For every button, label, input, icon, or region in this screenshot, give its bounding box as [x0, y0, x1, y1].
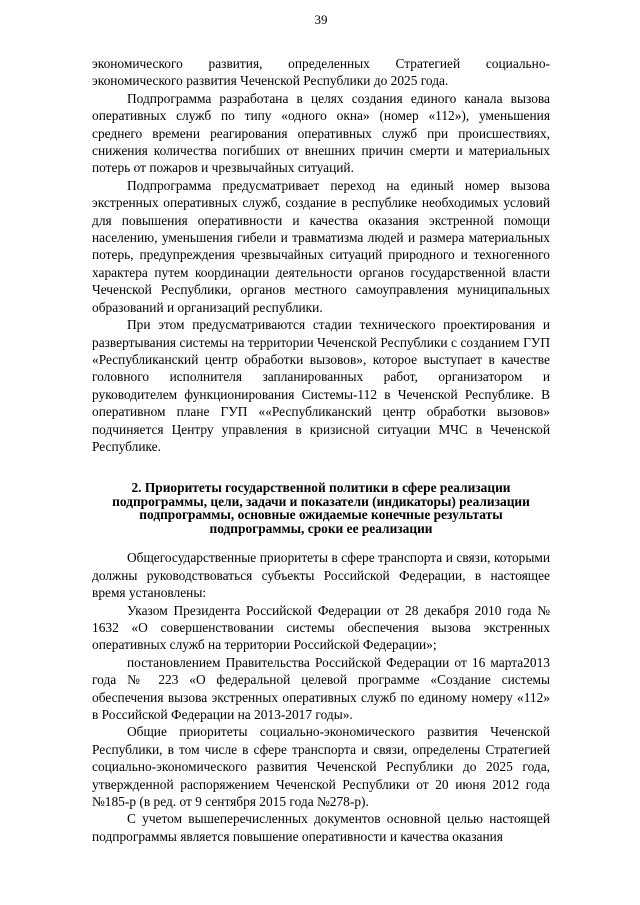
paragraph-continuation: экономического развития, определенных Стратегией социально-экономического развития Чеченской Республики до 2025 года. [92, 56, 550, 89]
paragraph-main-goal: С учетом вышеперечисленных документов основной целью настоящей подпрограммы является повышение оперативности и качества оказания [92, 811, 550, 844]
paragraph-subprogram-purpose: Подпрограмма разработана в целях создания единого канала вызова оперативных служб по типу «одного окна» (номер «112»), уменьшения среднего времени реагирования оперативных служб при происшествиях, снижения количества погибших от внешних причин смерти и материальных потерь от пожаров и чрезвычайных ситуаций. [92, 90, 550, 176]
paragraph-national-priorities: Общегосударственные приоритеты в сфере транспорта и связи, которыми должны руководствоваться субъекты Российской Федерации, в настоящее время установлены: [92, 550, 550, 601]
paragraph-presidential-decree: Указом Президента Российской Федерации от 28 декабря 2010 года № 1632 «О совершенствовании системы обеспечения вызова экстренных оперативных служб на территории Российской Федерации»; [92, 602, 550, 653]
page-number: 39 [314, 12, 328, 27]
section-heading: 2. Приоритеты государственной политики в сфере реализации подпрограммы, цели, задачи и показатели (индикаторы) реализации подпрограммы, основные ожидаемые конечные результаты подпрограммы, сроки ее реализации [112, 480, 530, 536]
paragraph-subprogram-provisions: Подпрограмма предусматривает переход на единый номер вызова экстренных оперативных служб, создание в республике необходимых условий для повышения оперативности и качества оказания экстренной помощи населению, уменьшения гибели и травматизма людей и размера материальных потерь, предупреждения чрезвычайных ситуаций природного и техногенного характера путем координации деятельности органов государственной власти Чеченской Республики, органов местного самоуправления муниципальных образований и организаций республики. [92, 177, 550, 315]
paragraph-regional-priorities: Общие приоритеты социально-экономического развития Чеченской Республики, в том числе в сфере транспорта и связи, определены Стратегией социально-экономического развития Чеченской Республики до 2025 года, утвержденной распоряжением Чеченской Республики от 20 июня 2012 года №185-р (в ред. от 9 сентября 2015 года №278-р). [92, 724, 550, 810]
document-page [92, 12, 550, 845]
paragraph-deployment-stages: При этом предусматриваются стадии технического проектирования и развертывания системы на территории Чеченской Республики с созданием ГУП «Республиканский центр обработки вызовов», которое выступает в качестве головного исполнителя запланированных работ, организатором и руководителем функционирования Системы-112 в Чеченской Республике. В оперативном плане ГУП ««Республиканский центр обработки вызовов» подчиняется Центру управления в кризисной ситуации МЧС в Чеченской Республике. [92, 317, 550, 454]
paragraph-government-resolution: постановлением Правительства Российской Федерации от 16 марта2013 года № 223 «О федеральной целевой программе «Создание системы обеспечения вызова экстренных оперативных служб по единому номеру «112» в Российской Федерации на 2013-2017 годы». [92, 654, 550, 722]
